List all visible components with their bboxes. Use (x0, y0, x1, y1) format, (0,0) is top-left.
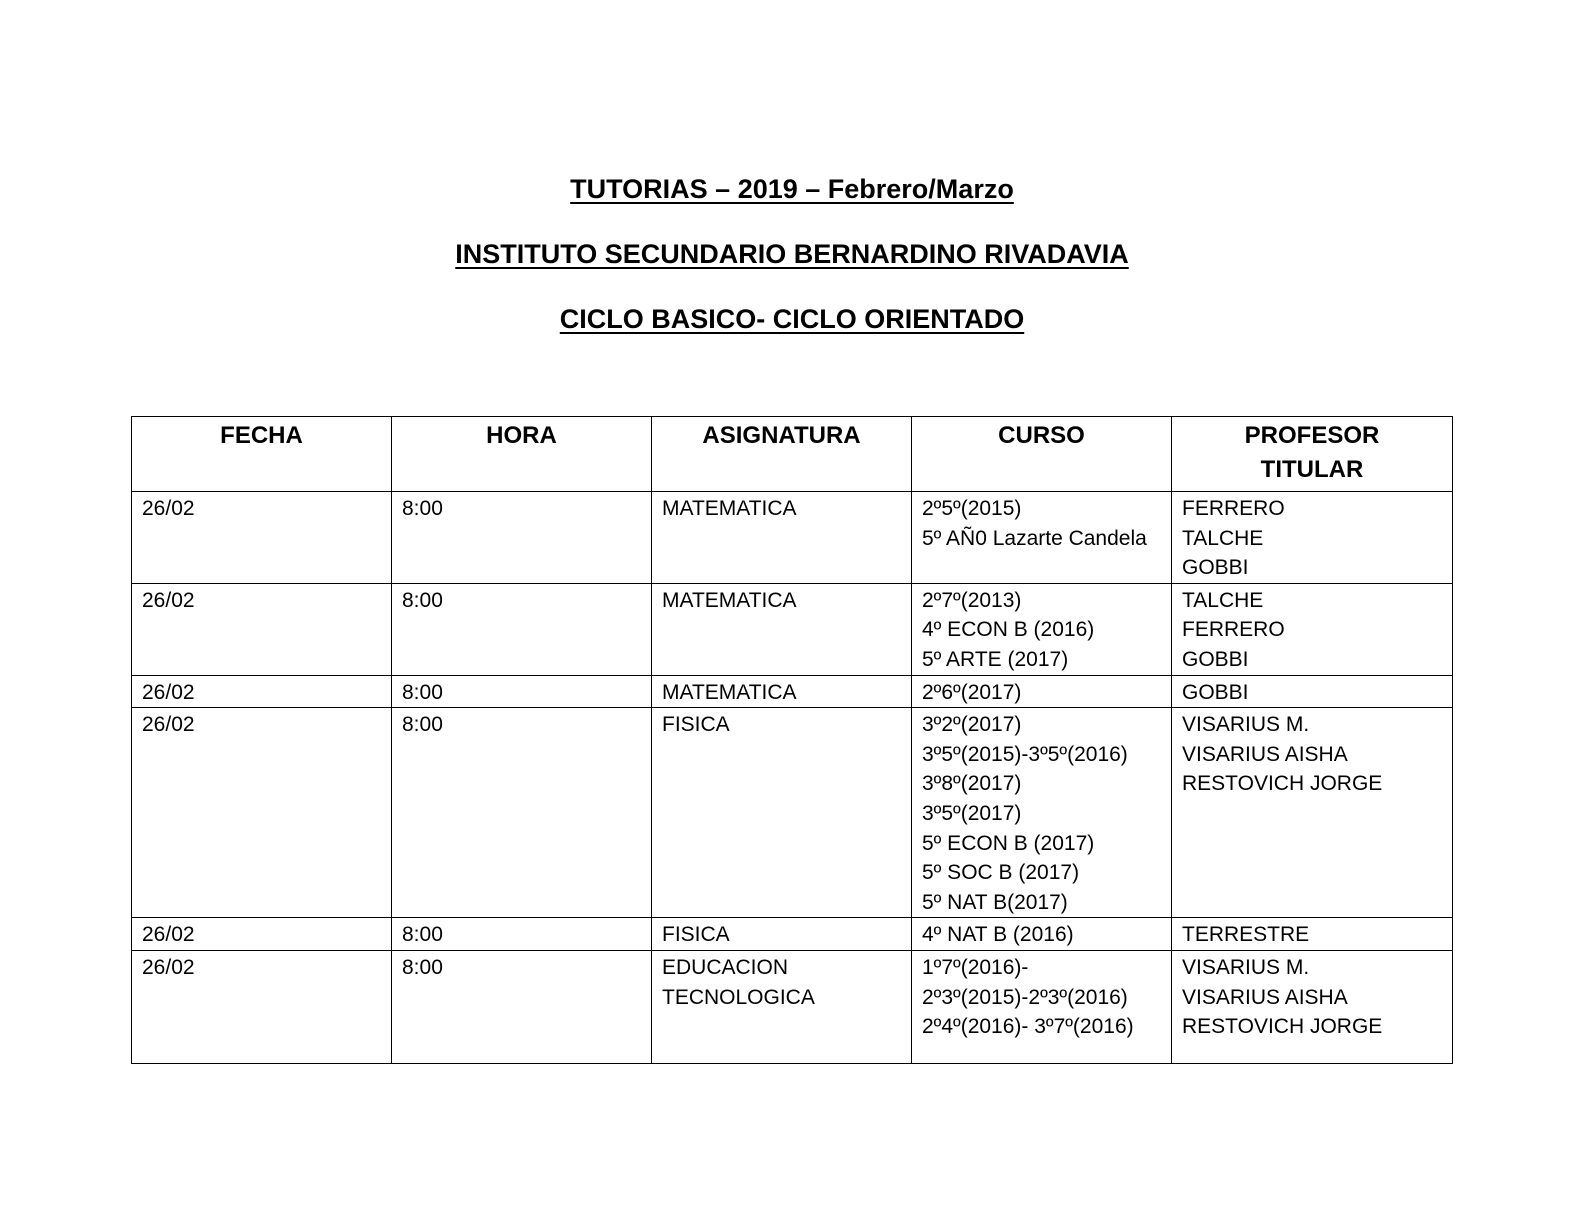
column-header-fecha: FECHA (132, 417, 392, 492)
cell-curso-line: 5º ARTE (2017) (922, 647, 1069, 671)
cell-curso-line: 2º7º(2013) (922, 588, 1022, 612)
table-row (132, 583, 1453, 675)
cell-profesor (1172, 492, 1453, 584)
column-header-curso: CURSO (912, 417, 1172, 492)
cell-curso-line: 5º AÑ0 Lazarte Candela (922, 526, 1147, 550)
cell-fecha: 26/02 (132, 583, 392, 675)
cell-curso-line: 2º6º(2017) (922, 680, 1022, 704)
cell-profesor-line: GOBBI (1182, 556, 1249, 580)
cell-curso (912, 918, 1172, 951)
cell-profesor (1172, 583, 1453, 675)
cell-fecha: 26/02 (132, 950, 392, 1063)
table-row (132, 675, 1453, 708)
column-header-asignatura: ASIGNATURA (652, 417, 912, 492)
cell-hora: 8:00 (392, 950, 652, 1063)
cell-asignatura-line: TECNOLOGICA (662, 985, 815, 1009)
cell-profesor-line: VISARIUS AISHA (1182, 742, 1348, 766)
cell-hora: 8:00 (392, 918, 652, 951)
cell-asignatura (652, 492, 912, 584)
table-row (132, 950, 1453, 1063)
cell-curso (912, 583, 1172, 675)
cell-profesor (1172, 675, 1453, 708)
cell-curso-line: 3º5º(2015)-3º5º(2016) (922, 742, 1128, 766)
cell-profesor (1172, 708, 1453, 918)
cell-profesor (1172, 918, 1453, 951)
institution-name: INSTITUTO SECUNDARIO BERNARDINO RIVADAVIA (455, 239, 1129, 269)
cell-asignatura (652, 918, 912, 951)
cell-curso-line: 5º ECON B (2017) (922, 831, 1095, 855)
cell-profesor-line: TERRESTRE (1182, 923, 1310, 947)
cell-asignatura (652, 950, 912, 1063)
cell-fecha: 26/02 (132, 492, 392, 584)
cell-curso (912, 708, 1172, 918)
cell-profesor-line: RESTOVICH JORGE (1182, 1015, 1383, 1039)
cell-profesor-line: TALCHE (1182, 588, 1264, 612)
cell-asignatura-line: MATEMATICA (662, 497, 797, 520)
cell-curso (912, 950, 1172, 1063)
table-row (132, 918, 1453, 951)
table-row (132, 492, 1453, 584)
cell-curso-line: 2º3º(2015)-2º3º(2016) (922, 985, 1128, 1009)
cell-profesor (1172, 950, 1453, 1063)
cell-curso-line: 5º NAT B(2017) (922, 890, 1068, 914)
cell-asignatura (652, 583, 912, 675)
cell-asignatura-line: MATEMATICA (662, 588, 797, 612)
cell-curso-line: 4º ECON B (2016) (922, 618, 1095, 642)
document-header (0, 170, 1584, 365)
cell-hora: 8:00 (392, 708, 652, 918)
cell-hora: 8:00 (392, 492, 652, 584)
column-header-hora: HORA (392, 417, 652, 492)
cell-profesor-line: VISARIUS M. (1182, 955, 1310, 979)
cell-profesor-line: VISARIUS AISHA (1182, 985, 1348, 1009)
cell-hora: 8:00 (392, 583, 652, 675)
cell-curso-line: 3º2º(2017) (922, 713, 1022, 737)
cell-profesor-line: RESTOVICH JORGE (1182, 772, 1383, 796)
cycle-subtitle: CICLO BASICO- CICLO ORIENTADO (559, 304, 1025, 334)
cell-hora: 8:00 (392, 675, 652, 708)
cell-curso-line: 2º4º(2016)- 3º7º(2016) (922, 1015, 1134, 1039)
column-header-profesor: PROFESOR TITULAR (1172, 417, 1453, 492)
cell-profesor-line: FERRERO (1182, 497, 1285, 520)
cell-asignatura (652, 708, 912, 918)
cell-curso-line: 3º8º(2017) (922, 772, 1022, 796)
table-row (132, 708, 1453, 918)
cell-profesor-line: TALCHE (1182, 526, 1264, 550)
table-header-row (132, 417, 1453, 492)
cell-curso-line: 4º NAT B (2016) (922, 923, 1074, 947)
tutoring-schedule-table (131, 416, 1453, 1064)
cell-asignatura-line: FISICA (662, 713, 730, 737)
cell-curso (912, 675, 1172, 708)
cell-curso-line: 1º7º(2016)- (922, 955, 1029, 979)
cell-asignatura-line: FISICA (662, 923, 730, 947)
cell-curso-line: 2º5º(2015) (922, 497, 1022, 520)
cell-asignatura-line: EDUCACION (662, 955, 789, 979)
cell-fecha: 26/02 (132, 918, 392, 951)
cell-asignatura (652, 675, 912, 708)
cell-curso-line: 5º SOC B (2017) (922, 861, 1080, 885)
cell-profesor-line: FERRERO (1182, 618, 1285, 642)
cell-profesor-line: GOBBI (1182, 647, 1249, 671)
cell-curso (912, 492, 1172, 584)
cell-profesor-line: VISARIUS M. (1182, 713, 1310, 737)
cell-profesor-line: GOBBI (1182, 680, 1249, 704)
cell-asignatura-line: MATEMATICA (662, 680, 797, 704)
cell-curso-line: 3º5º(2017) (922, 801, 1022, 825)
cell-fecha: 26/02 (132, 675, 392, 708)
cell-fecha: 26/02 (132, 708, 392, 918)
document-title: TUTORIAS – 2019 – Febrero/Marzo (570, 174, 1014, 204)
